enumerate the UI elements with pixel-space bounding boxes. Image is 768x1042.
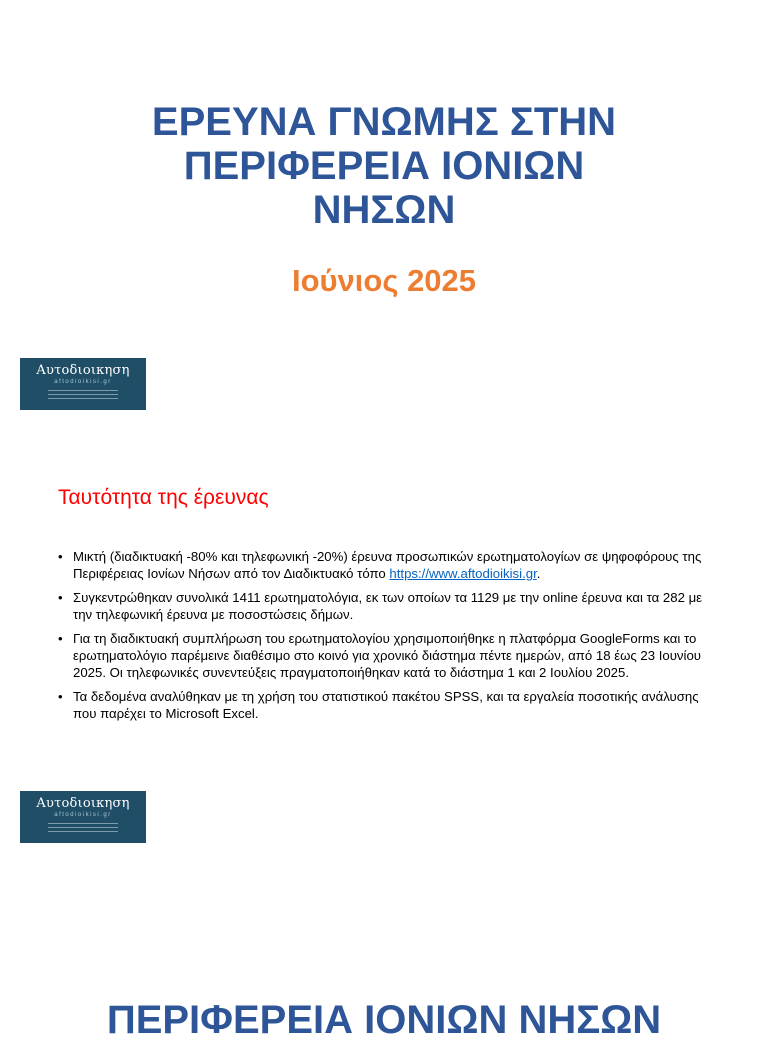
logo-wordmark: Αυτοδιοικηση: [36, 363, 130, 378]
slide-title-line: ΝΗΣΩΝ: [312, 188, 456, 232]
bullet-text: Τα δεδομένα αναλύθηκαν με τη χρήση του στατιστικού πακέτου SPSS, και τα εργαλεία ποσοτικής ανάλυσης που παρέχει το Microsoft Excel.: [73, 689, 699, 721]
slide-title-line: ΠΕΡΙΦΕΡΕΙΑ ΙΟΝΙΩΝ: [183, 144, 585, 188]
bullet-text-end: .: [536, 566, 541, 581]
slide-title: [0, 100, 768, 232]
bullet-text: Συγκεντρώθηκαν συνολικά 1411 ερωτηματολόγια, εκ των οποίων τα 1129 με την online έρευνα και τα 282 με την τηλεφωνική έρευνα με ποσοστώσεις δήμων.: [73, 590, 703, 622]
logo-fine-print: [48, 823, 118, 835]
logo-domain-text: aftodioikisi.gr: [54, 812, 112, 818]
list-item: [58, 630, 718, 681]
survey-details-list: [58, 548, 718, 729]
aftodioikisi-logo: [20, 791, 146, 843]
next-slide-title: ΠΕΡΙΦΕΡΕΙΑ ΙΟΝΙΩΝ ΝΗΣΩΝ: [106, 998, 662, 1042]
bullet-text: Μικτή (διαδικτυακή -80% και τηλεφωνική -20%) έρευνα προσωπικών ερωτηματολογίων σε ψηφοφόρους της Περιφέρειας Ιονίων Νήσων από τον Διαδικτυακό τόπο: [73, 549, 702, 581]
section-heading: Ταυτότητα της έρευνας: [58, 486, 269, 509]
logo-domain-text: aftodioikisi.gr: [54, 379, 112, 385]
list-item: [58, 589, 718, 623]
logo-fine-print: [48, 390, 118, 402]
list-item: [58, 548, 718, 582]
aftodioikisi-logo: [20, 358, 146, 410]
slide-title-line: ΕΡΕΥΝΑ ΓΝΩΜΗΣ ΣΤΗΝ: [151, 100, 617, 144]
list-item: [58, 688, 718, 722]
website-link[interactable]: https://www.aftodioikisi.gr: [389, 566, 537, 581]
logo-wordmark: Αυτοδιοικηση: [36, 796, 130, 811]
bullet-text: Για τη διαδικτυακή συμπλήρωση του ερωτηματολογίου χρησιμοποιήθηκε η πλατφόρμα GoogleForms και το ερωτηματολόγιο παρέμεινε διαθέσιμο στο κοινό για χρονικό διάστημα πέντε ημερών, από 18 έως 23 Ιουνίου 2025. Οι τηλεφωνικές συνεντεύξεις πραγματοποιήθηκαν κατά το διάστημα 1 και 2 Ιουλίου 2025.: [73, 631, 701, 680]
slide-subtitle-date: Ιούνιος 2025: [291, 263, 477, 298]
